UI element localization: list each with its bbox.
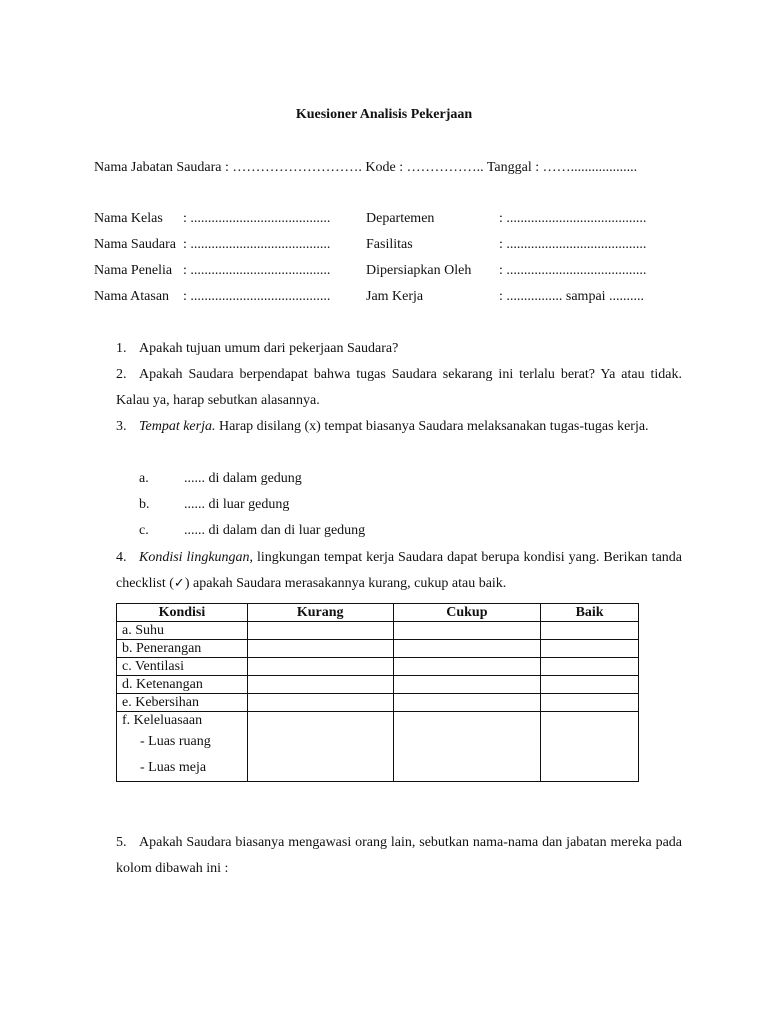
cell-kurang[interactable] <box>247 694 393 712</box>
question-5-number: 5. <box>116 835 127 850</box>
info-label-penelia: Nama Penelia <box>94 263 173 278</box>
luas-ruang-label: - Luas ruang <box>140 734 211 749</box>
table-row <box>117 640 639 658</box>
jabatan-label: Nama Jabatan Saudara <box>94 160 222 175</box>
kode-label: Kode <box>365 160 396 175</box>
cell-kurang[interactable] <box>247 640 393 658</box>
cell-baik[interactable] <box>541 640 639 658</box>
cell-baik[interactable] <box>541 658 639 676</box>
table-row <box>117 694 639 712</box>
question-1-text: Apakah tujuan umum dari pekerjaan Saudara? <box>139 341 399 356</box>
question-3-text: Harap disilang (x) tempat biasanya Saudara melaksanakan tugas-tugas kerja. <box>215 419 649 434</box>
kode-value: : …………….. <box>399 160 484 175</box>
info-value-saudara: : ........................................ <box>183 237 331 252</box>
info-value-kelas: : ........................................ <box>183 211 331 226</box>
header-line <box>94 160 637 176</box>
row-label-ventilasi: c. Ventilasi <box>117 658 248 676</box>
cell-kurang[interactable] <box>247 712 393 782</box>
question-1-number: 1. <box>116 341 127 356</box>
cell-baik[interactable] <box>541 694 639 712</box>
keleluasaan-label: f. Keleluasaan <box>122 713 203 728</box>
checkmark-icon: ✓ <box>173 576 185 591</box>
row-label-penerangan: b. Penerangan <box>117 640 248 658</box>
question-2-text: Apakah Saudara berpendapat bahwa tugas Saudara sekarang ini terlalu berat? Ya atau tidak. Kalau ya, harap sebutkan alasannya. <box>116 367 682 408</box>
info-label-jam-kerja: Jam Kerja <box>366 289 424 304</box>
option-a-text: ...... di dalam gedung <box>184 471 302 486</box>
info-value-atasan: : ........................................ <box>183 289 331 304</box>
question-4-text-b: ) apakah Saudara merasakannya kurang, cukup atau baik. <box>184 576 507 591</box>
table-row <box>117 676 639 694</box>
header-kurang: Kurang <box>247 604 393 622</box>
table-row <box>117 712 639 782</box>
tanggal-label: Tanggal <box>486 160 532 175</box>
info-value-fasilitas: : ........................................ <box>499 237 647 252</box>
question-5 <box>116 830 682 882</box>
option-a-letter: a. <box>139 471 149 486</box>
info-label-fasilitas: Fasilitas <box>366 237 413 252</box>
cell-cukup[interactable] <box>393 712 541 782</box>
cell-baik[interactable] <box>541 622 639 640</box>
option-c-letter: c. <box>139 523 149 538</box>
info-label-kelas: Nama Kelas <box>94 211 163 226</box>
info-label-departemen: Departemen <box>366 211 435 226</box>
cell-cukup[interactable] <box>393 658 541 676</box>
luas-meja-label: - Luas meja <box>140 760 207 775</box>
tanggal-value: : ……................... <box>535 160 638 175</box>
table-row <box>117 658 639 676</box>
option-b-letter: b. <box>139 497 150 512</box>
row-label-keleluasaan <box>117 712 248 782</box>
option-c-text: ...... di dalam dan di luar gedung <box>184 523 366 538</box>
info-value-departemen: : ........................................ <box>499 211 647 226</box>
question-3 <box>116 414 682 440</box>
cell-baik[interactable] <box>541 676 639 694</box>
question-3-number: 3. <box>116 419 127 434</box>
question-1 <box>116 336 682 362</box>
header-baik: Baik <box>541 604 639 622</box>
page-title: Kuesioner Analisis Pekerjaan <box>295 107 473 122</box>
cell-kurang[interactable] <box>247 622 393 640</box>
header-kondisi: Kondisi <box>117 604 248 622</box>
header-cukup: Cukup <box>393 604 541 622</box>
cell-kurang[interactable] <box>247 658 393 676</box>
cell-baik[interactable] <box>541 712 639 782</box>
cell-kurang[interactable] <box>247 676 393 694</box>
question-4 <box>116 545 682 597</box>
question-4-number: 4. <box>116 550 127 565</box>
cell-cukup[interactable] <box>393 622 541 640</box>
table-header-row <box>117 604 639 622</box>
question-3-italic: Tempat kerja. <box>139 419 216 434</box>
row-label-ketenangan: d. Ketenangan <box>117 676 248 694</box>
table-row <box>117 622 639 640</box>
cell-cukup[interactable] <box>393 640 541 658</box>
conditions-table <box>116 603 639 782</box>
question-4-italic: Kondisi lingkungan <box>139 550 250 565</box>
row-label-kebersihan: e. Kebersihan <box>117 694 248 712</box>
info-label-atasan: Nama Atasan <box>94 289 170 304</box>
question-4-text-a: , lingkungan tempat kerja Saudara dapat berupa kondisi yang. Berikan tanda checklist ( <box>116 550 682 591</box>
option-b-text: ...... di luar gedung <box>184 497 290 512</box>
question-2-number: 2. <box>116 367 127 382</box>
cell-cukup[interactable] <box>393 676 541 694</box>
row-label-suhu: a. Suhu <box>117 622 248 640</box>
info-value-penelia: : ........................................ <box>183 263 331 278</box>
question-5-text: Apakah Saudara biasanya mengawasi orang lain, sebutkan nama-nama dan jabatan mereka pada kolom dibawah ini : <box>116 835 682 876</box>
info-label-saudara: Nama Saudara <box>94 237 177 252</box>
cell-cukup[interactable] <box>393 694 541 712</box>
info-value-jam-kerja: : ................ sampai .......... <box>499 289 645 304</box>
info-label-dipersiapkan: Dipersiapkan Oleh <box>366 263 472 278</box>
jabatan-value: : ………………………. <box>225 160 362 175</box>
question-2 <box>116 362 682 414</box>
info-value-dipersiapkan: : ........................................ <box>499 263 647 278</box>
